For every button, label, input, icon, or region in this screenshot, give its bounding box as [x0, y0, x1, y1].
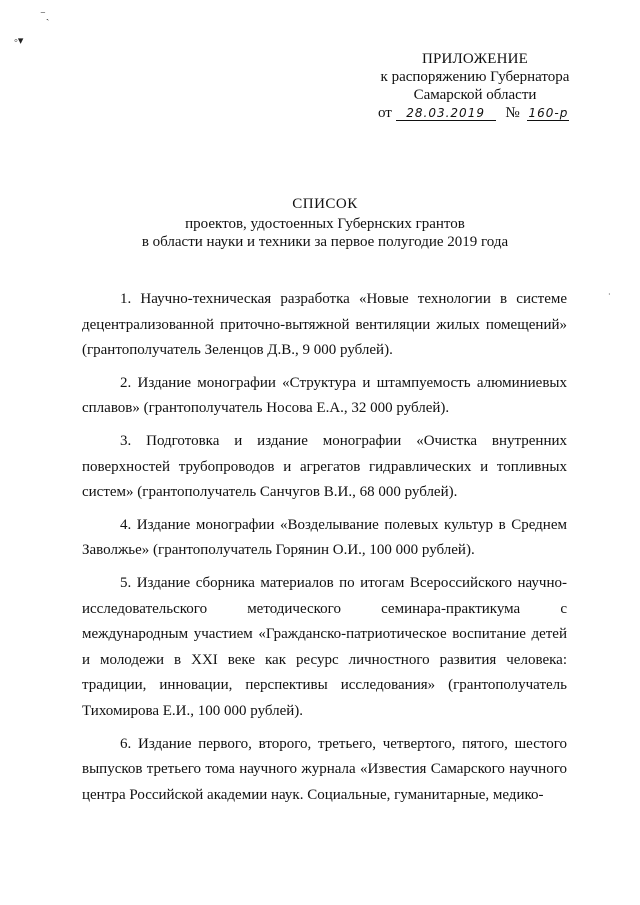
list-item: 2. Издание монографии «Структура и штампуемость алюминиевых сплавов» (грантополучатель Носова Е.А., 32 000 рублей).: [82, 374, 567, 417]
scan-artifact: ◦▾: [14, 35, 24, 47]
list-item: 4. Издание монографии «Возделывание полевых культур в Среднем Заволжье» (грантополучатель Горянин О.И., 100 000 рублей).: [82, 516, 567, 559]
handwritten-number: 160-р: [528, 106, 569, 120]
number-label: №: [505, 105, 520, 121]
list-item: 1. Научно-техническая разработка «Новые технологии в системе децентрализованной приточно-вытяжной вентиляции жилых помещений» (грантополучатель Зеленцов Д.В., 9 000 рублей).: [82, 291, 567, 359]
scan-artifact: ·: [608, 290, 611, 299]
annex-line-2: Самарской области: [413, 87, 537, 103]
project-list: [82, 287, 567, 808]
heading-title: СПИСОК: [292, 196, 358, 212]
list-item: 3. Подготовка и издание монографии «Очистка внутренних поверхностей трубопроводов и агрегатов гидравлических и топливных систем» (грантополучатель Санчугов В.И., 68 000 рублей).: [82, 432, 567, 501]
annex-date-number-line: [360, 104, 590, 122]
heading-subtitle-line-2: в области науки и техники за первое полугодие 2019 года: [141, 234, 509, 250]
list-item: 5. Издание сборника материалов по итогам Всероссийского научно-исследовательского методического семинара-практикума с международным участием «Гражданско-патриотическое воспитание детей и молодежи в XXI веке как ресурс личностного развития человека: традиции, инновации, перспективы исследования» (грантополучатель Тихомирова Е.И., 100 000 рублей).: [82, 574, 567, 719]
annex-title: ПРИЛОЖЕНИЕ: [421, 51, 529, 67]
annex-line-1: к распоряжению Губернатора: [380, 69, 570, 85]
heading-subtitle-line-1: проектов, удостоенных Губернских грантов: [185, 216, 465, 232]
from-label: от: [378, 105, 392, 121]
list-item: 6. Издание первого, второго, третьего, четвертого, пятого, шестого выпусков третьего тома научного журнала «Известия Самарского научного центра Российской академии наук. Социальные, гуманитарные, медико-: [82, 735, 567, 803]
document-heading: [60, 195, 590, 251]
scan-artifact: ⁻ˎ: [40, 9, 50, 21]
annex-block: [360, 50, 590, 122]
handwritten-date: 28.03.2019: [396, 106, 496, 121]
